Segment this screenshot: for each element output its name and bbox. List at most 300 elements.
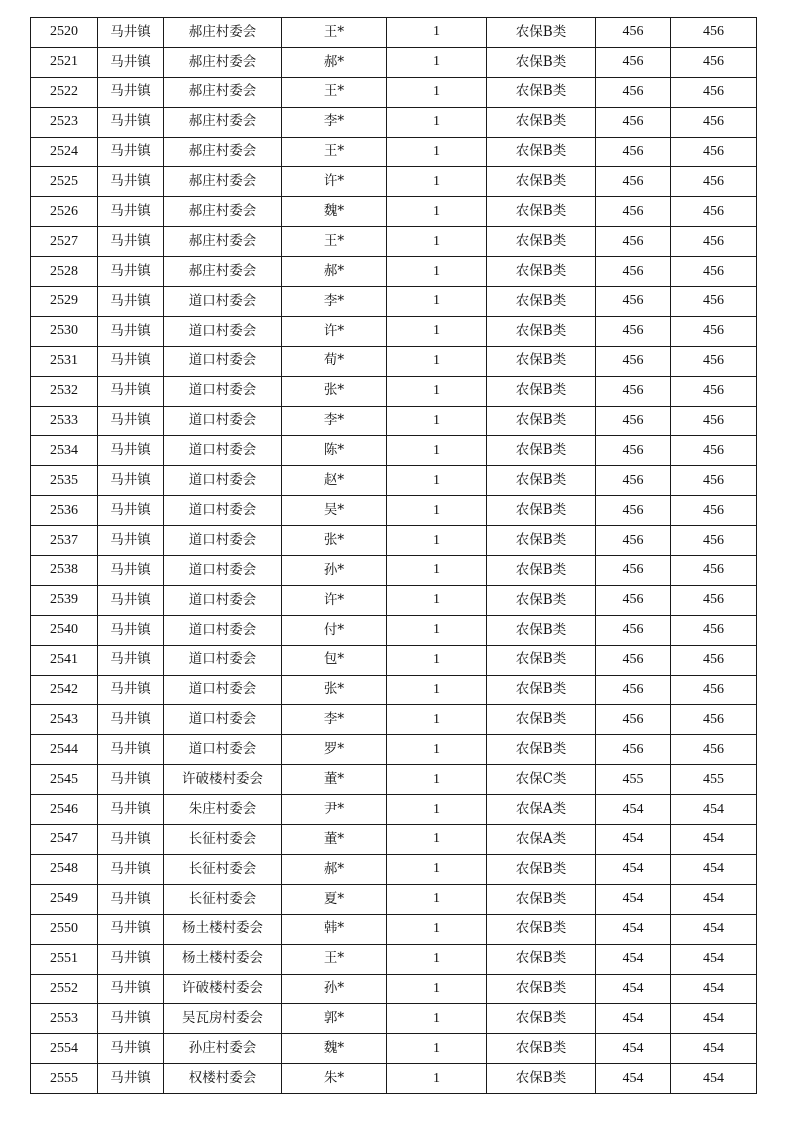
cell-amount-b: 456 [671, 287, 757, 317]
cell-village: 道口村委会 [164, 585, 282, 615]
cell-amount-b: 456 [671, 227, 757, 257]
cell-village: 孙庄村委会 [164, 1034, 282, 1064]
table-row [31, 167, 757, 197]
cell-town: 马井镇 [98, 526, 164, 556]
cell-name: 张* [282, 526, 387, 556]
table-row [31, 1034, 757, 1064]
cell-town: 马井镇 [98, 944, 164, 974]
cell-name: 许* [282, 167, 387, 197]
cell-village: 郝庄村委会 [164, 227, 282, 257]
cell-amount-a: 456 [596, 107, 671, 137]
cell-amount-a: 456 [596, 705, 671, 735]
table-row [31, 825, 757, 855]
cell-village: 权楼村委会 [164, 1064, 282, 1094]
cell-category: 农保B类 [487, 884, 596, 914]
cell-seq: 2535 [31, 466, 98, 496]
cell-seq: 2542 [31, 675, 98, 705]
cell-town: 马井镇 [98, 436, 164, 466]
cell-seq: 2526 [31, 197, 98, 227]
cell-amount-a: 454 [596, 854, 671, 884]
table-row [31, 466, 757, 496]
cell-name: 董* [282, 825, 387, 855]
cell-count: 1 [387, 496, 487, 526]
cell-seq: 2552 [31, 974, 98, 1004]
cell-count: 1 [387, 556, 487, 586]
cell-count: 1 [387, 795, 487, 825]
cell-seq: 2531 [31, 346, 98, 376]
cell-town: 马井镇 [98, 585, 164, 615]
table-row [31, 107, 757, 137]
cell-village: 长征村委会 [164, 854, 282, 884]
cell-amount-b: 456 [671, 436, 757, 466]
cell-name: 王* [282, 18, 387, 48]
cell-amount-a: 456 [596, 18, 671, 48]
cell-amount-a: 456 [596, 376, 671, 406]
table-row [31, 914, 757, 944]
cell-village: 道口村委会 [164, 615, 282, 645]
cell-seq: 2536 [31, 496, 98, 526]
cell-count: 1 [387, 346, 487, 376]
table-row [31, 675, 757, 705]
cell-village: 长征村委会 [164, 825, 282, 855]
cell-town: 马井镇 [98, 795, 164, 825]
cell-amount-a: 454 [596, 1004, 671, 1034]
cell-category: 农保C类 [487, 765, 596, 795]
cell-amount-a: 455 [596, 765, 671, 795]
cell-amount-b: 456 [671, 705, 757, 735]
cell-count: 1 [387, 1034, 487, 1064]
cell-amount-b: 454 [671, 974, 757, 1004]
cell-name: 陈* [282, 436, 387, 466]
cell-seq: 2541 [31, 645, 98, 675]
cell-town: 马井镇 [98, 227, 164, 257]
cell-name: 王* [282, 227, 387, 257]
cell-count: 1 [387, 406, 487, 436]
cell-seq: 2545 [31, 765, 98, 795]
cell-count: 1 [387, 526, 487, 556]
table-row [31, 765, 757, 795]
cell-amount-a: 456 [596, 316, 671, 346]
cell-town: 马井镇 [98, 705, 164, 735]
cell-category: 农保B类 [487, 1034, 596, 1064]
cell-seq: 2533 [31, 406, 98, 436]
cell-category: 农保B类 [487, 18, 596, 48]
table-row [31, 944, 757, 974]
cell-seq: 2520 [31, 18, 98, 48]
table-row [31, 137, 757, 167]
cell-count: 1 [387, 137, 487, 167]
data-table [30, 17, 757, 1094]
cell-amount-a: 454 [596, 944, 671, 974]
cell-count: 1 [387, 197, 487, 227]
cell-amount-b: 456 [671, 77, 757, 107]
cell-amount-a: 456 [596, 615, 671, 645]
cell-count: 1 [387, 884, 487, 914]
cell-amount-a: 456 [596, 77, 671, 107]
cell-village: 郝庄村委会 [164, 18, 282, 48]
cell-town: 马井镇 [98, 257, 164, 287]
table-row [31, 705, 757, 735]
cell-name: 荀* [282, 346, 387, 376]
table-row [31, 526, 757, 556]
cell-amount-b: 454 [671, 854, 757, 884]
cell-name: 孙* [282, 556, 387, 586]
cell-count: 1 [387, 645, 487, 675]
cell-name: 李* [282, 287, 387, 317]
cell-category: 农保B类 [487, 257, 596, 287]
cell-village: 郝庄村委会 [164, 47, 282, 77]
cell-amount-a: 456 [596, 406, 671, 436]
cell-town: 马井镇 [98, 914, 164, 944]
cell-amount-a: 456 [596, 346, 671, 376]
cell-amount-a: 456 [596, 556, 671, 586]
cell-amount-a: 456 [596, 287, 671, 317]
cell-town: 马井镇 [98, 167, 164, 197]
cell-village: 道口村委会 [164, 376, 282, 406]
cell-name: 李* [282, 406, 387, 436]
cell-seq: 2550 [31, 914, 98, 944]
cell-amount-b: 456 [671, 615, 757, 645]
cell-count: 1 [387, 825, 487, 855]
cell-category: 农保A类 [487, 825, 596, 855]
cell-name: 孙* [282, 974, 387, 1004]
cell-amount-b: 456 [671, 18, 757, 48]
cell-town: 马井镇 [98, 77, 164, 107]
cell-village: 道口村委会 [164, 346, 282, 376]
table-row [31, 287, 757, 317]
cell-amount-a: 456 [596, 137, 671, 167]
table-row [31, 316, 757, 346]
cell-amount-a: 456 [596, 466, 671, 496]
cell-village: 长征村委会 [164, 884, 282, 914]
cell-village: 道口村委会 [164, 436, 282, 466]
cell-amount-a: 456 [596, 585, 671, 615]
cell-amount-a: 454 [596, 974, 671, 1004]
cell-count: 1 [387, 974, 487, 1004]
cell-count: 1 [387, 287, 487, 317]
cell-amount-b: 454 [671, 1064, 757, 1094]
cell-name: 王* [282, 944, 387, 974]
cell-amount-b: 454 [671, 1004, 757, 1034]
cell-category: 农保B类 [487, 77, 596, 107]
table-row [31, 556, 757, 586]
cell-amount-b: 454 [671, 914, 757, 944]
cell-amount-b: 456 [671, 675, 757, 705]
cell-town: 马井镇 [98, 1064, 164, 1094]
cell-amount-b: 456 [671, 735, 757, 765]
cell-village: 道口村委会 [164, 287, 282, 317]
cell-count: 1 [387, 854, 487, 884]
cell-seq: 2534 [31, 436, 98, 466]
cell-amount-a: 456 [596, 167, 671, 197]
cell-name: 吴* [282, 496, 387, 526]
cell-village: 许破楼村委会 [164, 974, 282, 1004]
cell-amount-b: 454 [671, 884, 757, 914]
cell-amount-a: 454 [596, 884, 671, 914]
cell-amount-b: 456 [671, 376, 757, 406]
cell-town: 马井镇 [98, 974, 164, 1004]
cell-amount-a: 454 [596, 1064, 671, 1094]
cell-category: 农保B类 [487, 645, 596, 675]
cell-village: 杨土楼村委会 [164, 914, 282, 944]
table-row [31, 974, 757, 1004]
table-row [31, 496, 757, 526]
cell-town: 马井镇 [98, 316, 164, 346]
table-row [31, 615, 757, 645]
cell-amount-b: 454 [671, 1034, 757, 1064]
table-row [31, 47, 757, 77]
cell-town: 马井镇 [98, 18, 164, 48]
cell-town: 马井镇 [98, 346, 164, 376]
cell-name: 韩* [282, 914, 387, 944]
cell-category: 农保B类 [487, 436, 596, 466]
cell-category: 农保B类 [487, 316, 596, 346]
cell-town: 马井镇 [98, 825, 164, 855]
cell-category: 农保B类 [487, 496, 596, 526]
cell-village: 杨土楼村委会 [164, 944, 282, 974]
table-row [31, 645, 757, 675]
cell-village: 道口村委会 [164, 406, 282, 436]
cell-count: 1 [387, 585, 487, 615]
cell-amount-a: 456 [596, 496, 671, 526]
cell-category: 农保B类 [487, 47, 596, 77]
cell-village: 道口村委会 [164, 466, 282, 496]
cell-category: 农保B类 [487, 227, 596, 257]
cell-amount-b: 456 [671, 137, 757, 167]
cell-category: 农保B类 [487, 167, 596, 197]
cell-amount-a: 456 [596, 735, 671, 765]
cell-seq: 2524 [31, 137, 98, 167]
cell-seq: 2528 [31, 257, 98, 287]
cell-town: 马井镇 [98, 884, 164, 914]
cell-name: 张* [282, 376, 387, 406]
table-row [31, 77, 757, 107]
cell-village: 道口村委会 [164, 735, 282, 765]
cell-seq: 2551 [31, 944, 98, 974]
cell-seq: 2548 [31, 854, 98, 884]
cell-village: 郝庄村委会 [164, 197, 282, 227]
cell-category: 农保B类 [487, 615, 596, 645]
table-row [31, 1004, 757, 1034]
cell-village: 道口村委会 [164, 526, 282, 556]
cell-amount-b: 456 [671, 526, 757, 556]
cell-seq: 2529 [31, 287, 98, 317]
cell-name: 魏* [282, 1034, 387, 1064]
cell-category: 农保B类 [487, 585, 596, 615]
cell-town: 马井镇 [98, 466, 164, 496]
cell-amount-b: 456 [671, 167, 757, 197]
table-row [31, 406, 757, 436]
cell-town: 马井镇 [98, 137, 164, 167]
cell-seq: 2525 [31, 167, 98, 197]
cell-village: 郝庄村委会 [164, 107, 282, 137]
table-row [31, 257, 757, 287]
cell-amount-b: 456 [671, 406, 757, 436]
cell-amount-a: 456 [596, 436, 671, 466]
cell-town: 马井镇 [98, 556, 164, 586]
cell-count: 1 [387, 1004, 487, 1034]
cell-name: 郝* [282, 47, 387, 77]
cell-village: 道口村委会 [164, 675, 282, 705]
cell-seq: 2546 [31, 795, 98, 825]
cell-count: 1 [387, 107, 487, 137]
table-row [31, 1064, 757, 1094]
cell-count: 1 [387, 705, 487, 735]
table-row [31, 197, 757, 227]
cell-category: 农保B类 [487, 556, 596, 586]
cell-count: 1 [387, 227, 487, 257]
cell-count: 1 [387, 914, 487, 944]
cell-town: 马井镇 [98, 496, 164, 526]
cell-count: 1 [387, 466, 487, 496]
cell-count: 1 [387, 735, 487, 765]
cell-category: 农保B类 [487, 346, 596, 376]
cell-count: 1 [387, 257, 487, 287]
cell-category: 农保B类 [487, 107, 596, 137]
cell-category: 农保B类 [487, 1064, 596, 1094]
cell-count: 1 [387, 436, 487, 466]
cell-seq: 2544 [31, 735, 98, 765]
cell-name: 尹* [282, 795, 387, 825]
table-row [31, 436, 757, 466]
cell-amount-a: 456 [596, 197, 671, 227]
cell-amount-a: 456 [596, 645, 671, 675]
cell-amount-b: 454 [671, 825, 757, 855]
table-row [31, 18, 757, 48]
table-row [31, 585, 757, 615]
cell-count: 1 [387, 765, 487, 795]
cell-town: 马井镇 [98, 854, 164, 884]
cell-count: 1 [387, 167, 487, 197]
cell-name: 许* [282, 316, 387, 346]
cell-name: 王* [282, 77, 387, 107]
cell-seq: 2538 [31, 556, 98, 586]
cell-seq: 2521 [31, 47, 98, 77]
cell-category: 农保B类 [487, 735, 596, 765]
cell-village: 道口村委会 [164, 645, 282, 675]
cell-town: 马井镇 [98, 107, 164, 137]
cell-village: 郝庄村委会 [164, 77, 282, 107]
cell-village: 郝庄村委会 [164, 167, 282, 197]
cell-name: 董* [282, 765, 387, 795]
table-row [31, 227, 757, 257]
cell-village: 道口村委会 [164, 316, 282, 346]
cell-amount-b: 454 [671, 944, 757, 974]
cell-category: 农保B类 [487, 974, 596, 1004]
cell-name: 包* [282, 645, 387, 675]
cell-seq: 2553 [31, 1004, 98, 1034]
cell-name: 郝* [282, 257, 387, 287]
cell-amount-b: 456 [671, 257, 757, 287]
cell-count: 1 [387, 944, 487, 974]
cell-seq: 2555 [31, 1064, 98, 1094]
cell-village: 道口村委会 [164, 705, 282, 735]
cell-village: 道口村委会 [164, 556, 282, 586]
cell-category: 农保B类 [487, 944, 596, 974]
cell-amount-b: 456 [671, 197, 757, 227]
cell-amount-b: 456 [671, 496, 757, 526]
cell-name: 付* [282, 615, 387, 645]
cell-seq: 2539 [31, 585, 98, 615]
cell-amount-b: 455 [671, 765, 757, 795]
table-row [31, 854, 757, 884]
cell-count: 1 [387, 316, 487, 346]
cell-seq: 2549 [31, 884, 98, 914]
cell-category: 农保B类 [487, 376, 596, 406]
cell-amount-b: 456 [671, 47, 757, 77]
cell-category: 农保B类 [487, 406, 596, 436]
cell-amount-a: 454 [596, 825, 671, 855]
cell-amount-b: 454 [671, 795, 757, 825]
cell-category: 农保B类 [487, 1004, 596, 1034]
cell-seq: 2527 [31, 227, 98, 257]
cell-category: 农保B类 [487, 466, 596, 496]
cell-name: 郝* [282, 854, 387, 884]
cell-amount-b: 456 [671, 466, 757, 496]
cell-town: 马井镇 [98, 287, 164, 317]
cell-amount-a: 454 [596, 795, 671, 825]
cell-seq: 2540 [31, 615, 98, 645]
cell-count: 1 [387, 615, 487, 645]
cell-town: 马井镇 [98, 197, 164, 227]
cell-seq: 2532 [31, 376, 98, 406]
table-row [31, 346, 757, 376]
cell-seq: 2537 [31, 526, 98, 556]
cell-amount-b: 456 [671, 107, 757, 137]
cell-town: 马井镇 [98, 765, 164, 795]
cell-town: 马井镇 [98, 735, 164, 765]
cell-count: 1 [387, 675, 487, 705]
cell-village: 许破楼村委会 [164, 765, 282, 795]
cell-category: 农保B类 [487, 675, 596, 705]
cell-village: 朱庄村委会 [164, 795, 282, 825]
table-body [31, 18, 757, 1094]
cell-town: 马井镇 [98, 376, 164, 406]
cell-category: 农保B类 [487, 854, 596, 884]
cell-amount-a: 456 [596, 257, 671, 287]
cell-amount-a: 456 [596, 227, 671, 257]
cell-category: 农保B类 [487, 914, 596, 944]
cell-name: 朱* [282, 1064, 387, 1094]
cell-amount-b: 456 [671, 316, 757, 346]
cell-category: 农保B类 [487, 526, 596, 556]
cell-amount-a: 454 [596, 1034, 671, 1064]
table-row [31, 735, 757, 765]
cell-category: 农保B类 [487, 287, 596, 317]
cell-count: 1 [387, 18, 487, 48]
cell-amount-b: 456 [671, 556, 757, 586]
cell-seq: 2543 [31, 705, 98, 735]
cell-village: 吴瓦房村委会 [164, 1004, 282, 1034]
cell-village: 道口村委会 [164, 496, 282, 526]
table-row [31, 884, 757, 914]
cell-name: 李* [282, 107, 387, 137]
cell-seq: 2522 [31, 77, 98, 107]
cell-name: 魏* [282, 197, 387, 227]
cell-town: 马井镇 [98, 615, 164, 645]
cell-amount-a: 456 [596, 47, 671, 77]
cell-town: 马井镇 [98, 1004, 164, 1034]
cell-town: 马井镇 [98, 47, 164, 77]
cell-seq: 2554 [31, 1034, 98, 1064]
cell-name: 郭* [282, 1004, 387, 1034]
table-row [31, 795, 757, 825]
cell-seq: 2547 [31, 825, 98, 855]
cell-town: 马井镇 [98, 406, 164, 436]
cell-category: 农保B类 [487, 137, 596, 167]
cell-amount-a: 454 [596, 914, 671, 944]
cell-name: 张* [282, 675, 387, 705]
